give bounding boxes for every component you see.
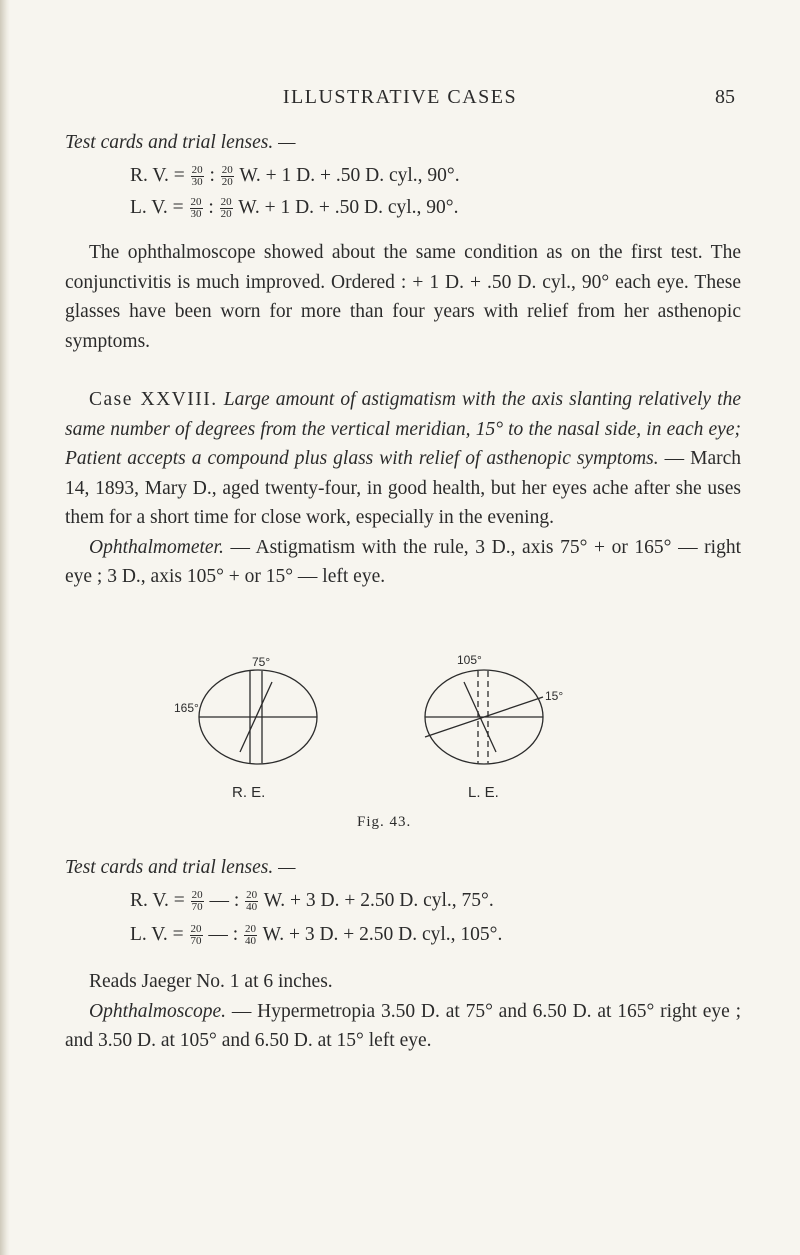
lv-prefix: L. V. =: [130, 924, 184, 945]
le-axis-105-label: 105°: [457, 653, 482, 667]
lv-prefix: L. V. =: [130, 197, 184, 218]
ophthalmoscope-label: Ophthalmoscope.: [89, 1000, 227, 1022]
fraction: $\frac{20}{20}$: [220, 196, 232, 221]
lv-rest: W. + 3 D. + 2.50 D. cyl., 105°.: [262, 924, 503, 945]
running-head: ILLUSTRATIVE CASES: [282, 86, 518, 108]
re-label: R. E.: [232, 784, 266, 801]
section2-lv-line: [130, 924, 502, 947]
separator: — :: [209, 890, 240, 911]
separator: :: [209, 165, 215, 186]
separator: — :: [208, 924, 239, 945]
lv-rest: W. + 1 D. + .50 D. cyl., 90°.: [238, 197, 459, 218]
rv-prefix: R. V. =: [130, 165, 185, 186]
ophthalmoscope-text: — Hypermetropia 3.50 D. at 75° and 6.50 D. at 165° right eye ; and 3.50 D. at 105° and 6.50 D. at 15° left eye.: [65, 1000, 742, 1051]
fraction: $\frac{20}{30}$: [191, 164, 203, 189]
re-axis-165-label: 165°: [174, 701, 199, 715]
fraction: $\frac{20}{70}$: [190, 923, 202, 948]
rv-prefix: R. V. =: [130, 890, 185, 911]
le-axis-15-label: 15°: [545, 689, 564, 703]
case-title: Large amount of astigmatism with the axis slanting relatively the same number of degrees from the vertical meridian, 15° to the nasal side, in each eye; Patient accepts a compound plus glass with relief of asthenopic symptoms.: [65, 389, 741, 469]
reads-jaeger: Reads Jaeger No. 1 at 6 inches.: [89, 971, 333, 992]
rv-rest: W. + 3 D. + 2.50 D. cyl., 75°.: [263, 890, 494, 911]
ophthalmometer-label: Ophthalmometer.: [89, 536, 224, 558]
re-axis-75-label: 75°: [252, 655, 271, 669]
section1-label: Test cards and trial lenses. —: [65, 132, 296, 153]
fraction: $\frac{20}{70}$: [191, 889, 203, 914]
case-heading: Case XXVIII.: [89, 389, 218, 410]
figure-caption: Fig. 43.: [357, 814, 412, 830]
le-label: L. E.: [468, 784, 499, 801]
separator: :: [208, 197, 214, 218]
fraction: $\frac{20}{40}$: [245, 923, 257, 948]
case-body: — March 14, 1893, Mary D., aged twenty-four, in good health, but her eyes ache after she uses them for a short time for close work, especially in the evening.: [65, 448, 741, 528]
ophthalmometer-text: — Astigmatism with the rule, 3 D., axis 75° + or 165° — right eye ; 3 D., axis 105° + or 15° — left eye.: [65, 536, 742, 587]
section2-label: Test cards and trial lenses. —: [65, 857, 296, 878]
paragraph-reads-and-ophthalmoscope: [65, 967, 741, 1056]
rv-rest: W. + 1 D. + .50 D. cyl., 90°.: [239, 165, 460, 186]
fraction: $\frac{20}{30}$: [190, 196, 202, 221]
right-eye-diagram: [199, 670, 317, 764]
page-number: 85: [715, 86, 735, 108]
left-eye-diagram: [425, 670, 543, 764]
fraction: $\frac{20}{20}$: [221, 164, 233, 189]
fraction: $\frac{20}{40}$: [246, 889, 258, 914]
paragraph-ophthalmoscope-first: The ophthalmoscope showed about the same condition as on the first test. The conjunctivitis is much improved. Ordered : + 1 D. + .50 D. cyl., 90° each eye. These glasses have been worn for more than four years with relief from her asthenopic symptoms.: [65, 242, 741, 352]
section2-rv-line: [130, 890, 494, 913]
